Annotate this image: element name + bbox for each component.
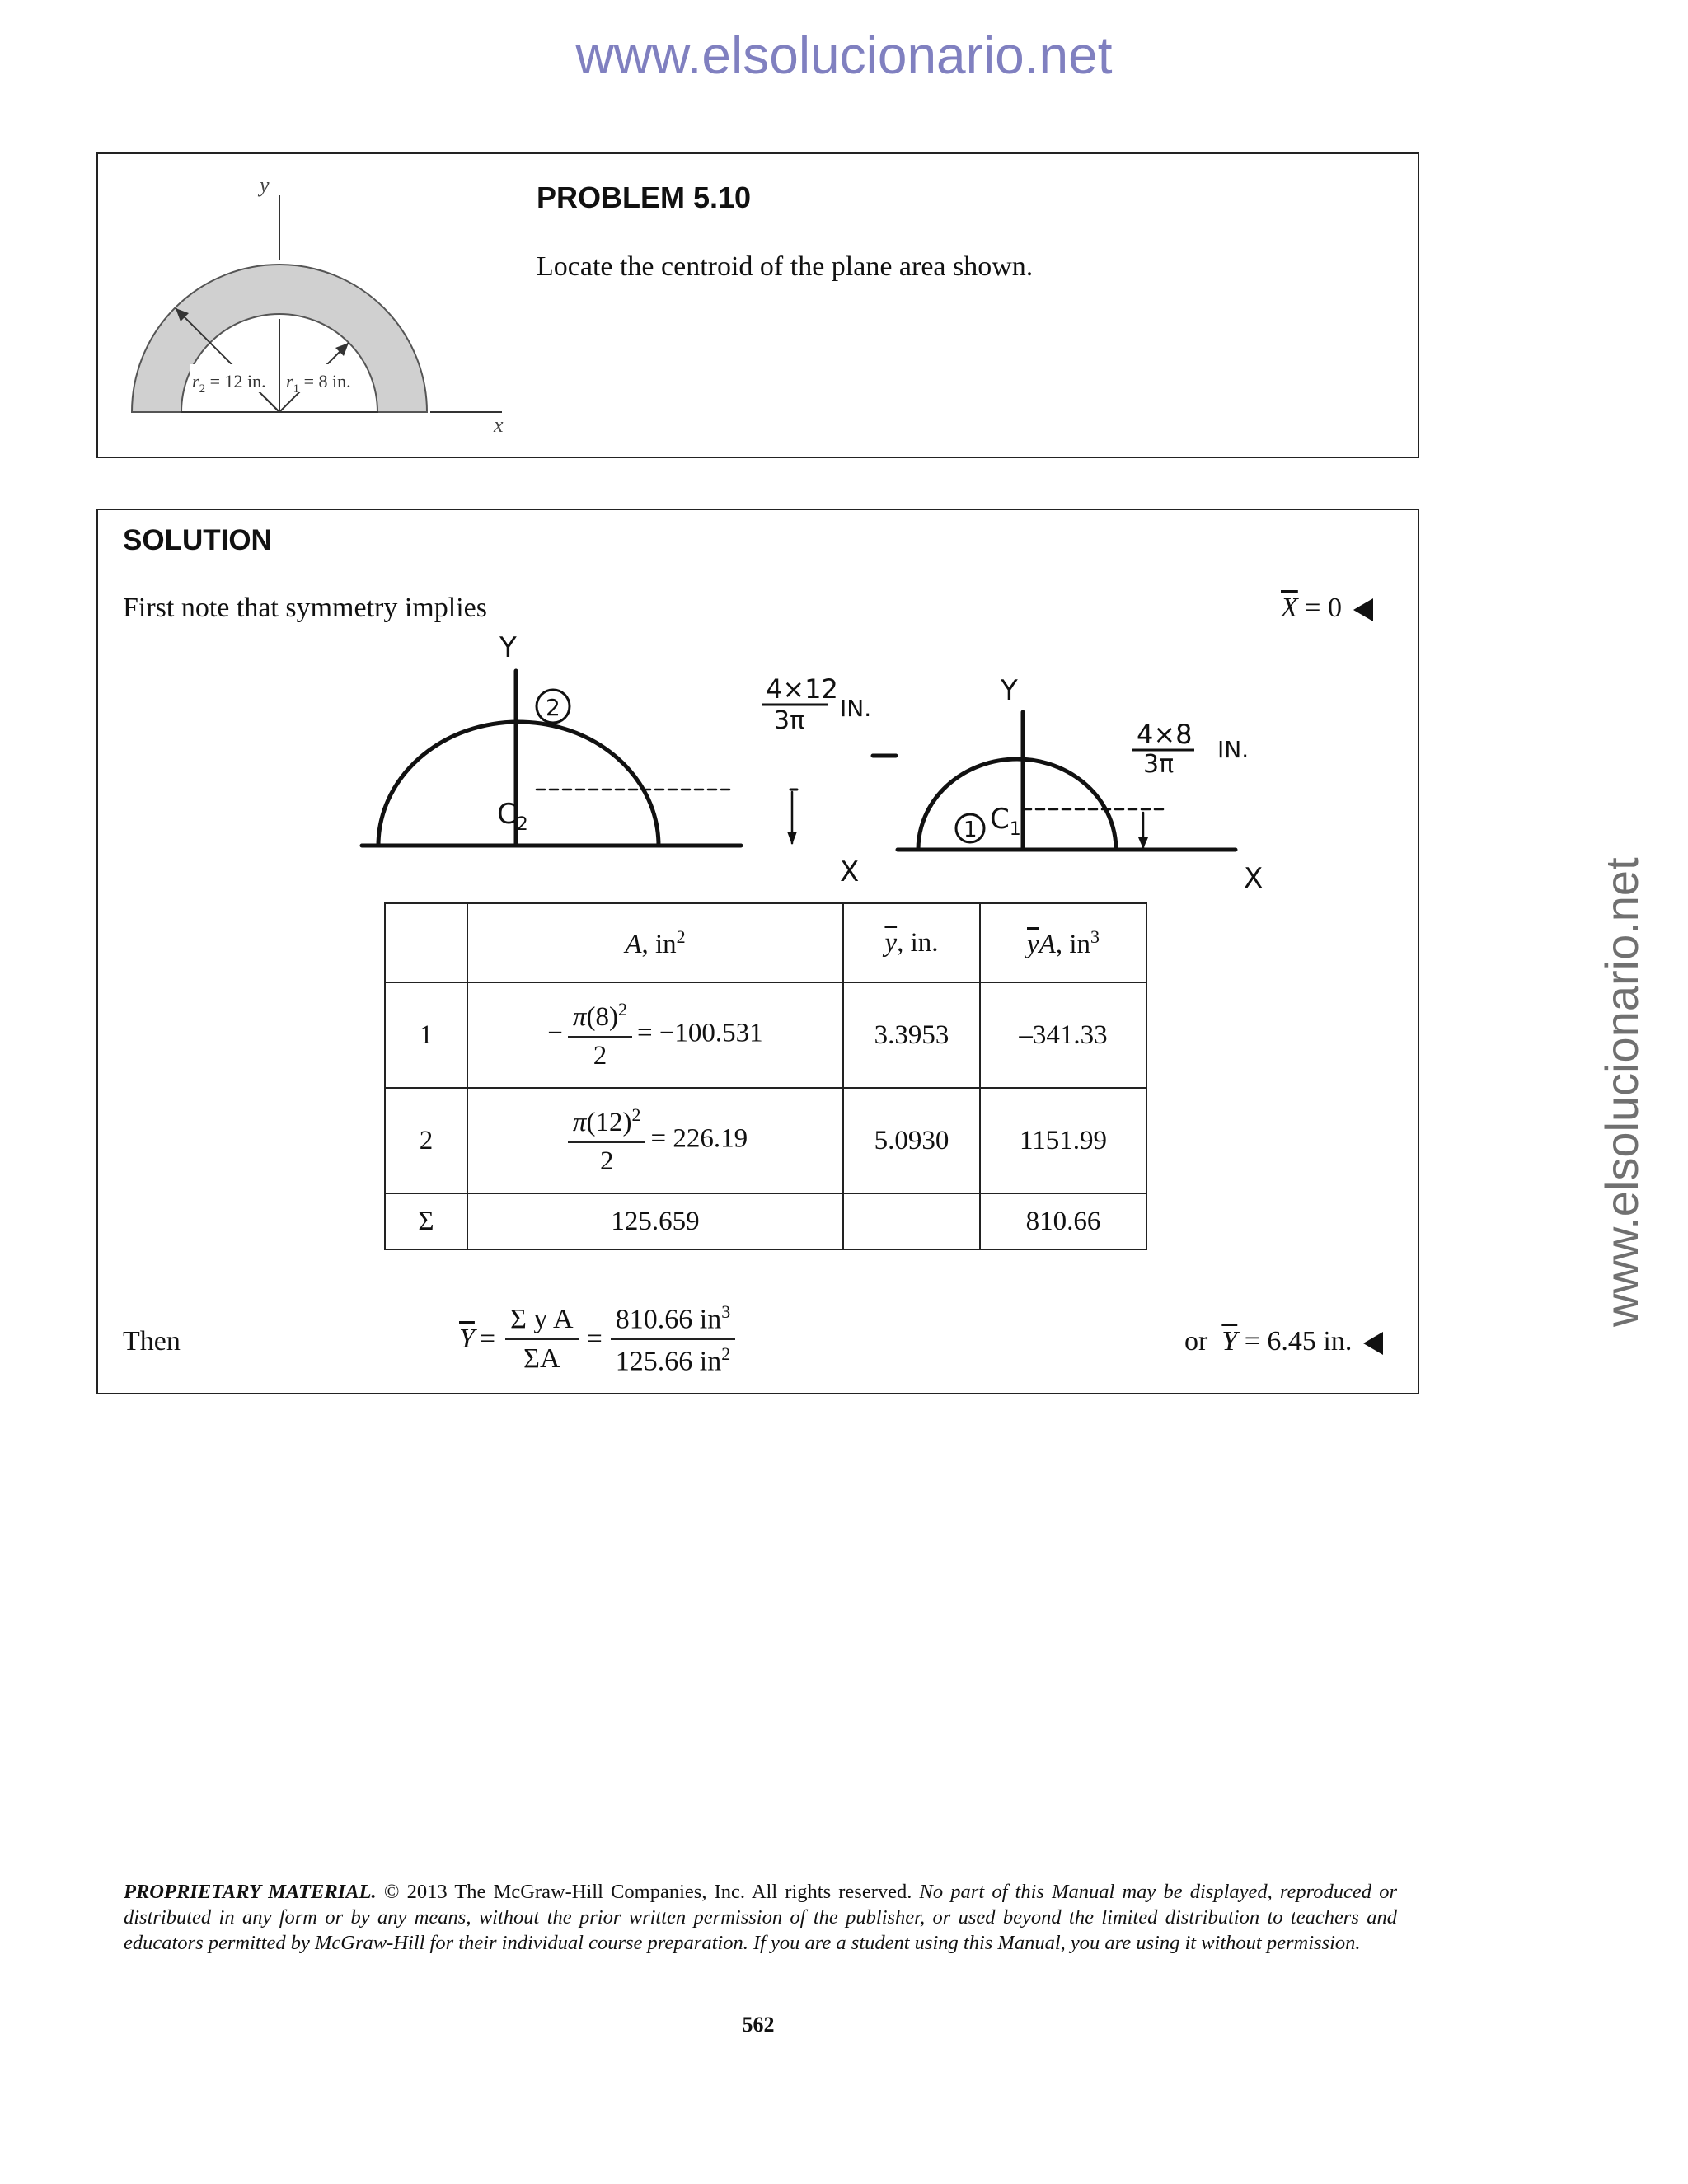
problem-box xyxy=(96,152,1419,458)
then-label: Then xyxy=(123,1326,181,1357)
sketch-left-c: $C_2$ xyxy=(497,798,528,835)
sum-id: Σ xyxy=(385,1193,467,1249)
problem-statement: Locate the centroid of the plane area shown. xyxy=(537,251,1034,282)
watermark-top: www.elsolucionario.net xyxy=(575,26,1113,85)
footer-copyright: PROPRIETARY MATERIAL. © 2013 The McGraw-Hill Companies, Inc. All rights reserved. No part of this Manual may be displayed, reproduced or distributed in any form or by any means, without the prior written permission of the publisher, or used beyond the limited distribution to teachers and educators permitted by McGraw-Hill for their individual course preparation. If you are a student using this Manual, you are using it without permission. xyxy=(124,1881,1398,1954)
sketch-right-den: 3π xyxy=(1143,750,1175,779)
sum-ybar xyxy=(843,1193,980,1249)
sketch-right-num: 4×8 xyxy=(1137,719,1193,750)
sketch-left-x: X xyxy=(840,855,860,888)
final-result: or $\overline{Y} = 6.45$ in. xyxy=(1184,1326,1383,1357)
sketch-right-part: 1 xyxy=(964,818,978,842)
sketch-left-num: 4×12 xyxy=(766,673,838,705)
sketch-left-y: Y xyxy=(499,634,517,664)
solution-box xyxy=(96,509,1419,1394)
header-ybar: $\overline{y}$, in. xyxy=(843,903,980,982)
result-arrow-icon xyxy=(1353,598,1373,621)
fig-y-axis-label: y xyxy=(260,173,270,197)
fig-r1-label: $r_1 = 8$ in. xyxy=(286,371,351,396)
row-ya: –341.33 xyxy=(980,982,1146,1088)
watermark-side: www.elsolucionario.net xyxy=(1596,857,1648,1327)
table-header-row xyxy=(385,903,1146,982)
row-ybar: 3.3953 xyxy=(843,982,980,1088)
sketch-right-c: $C_1$ xyxy=(990,803,1021,840)
row-area: − $\frac{\pi(8)^2}{2}$ = −100.531 xyxy=(467,982,843,1088)
row-id: 1 xyxy=(385,982,467,1088)
page-number: 562 xyxy=(742,2013,775,2036)
centroid-formula: $\overline{Y}$ = $\frac{\text{Σ y A}}{\Sigma A}$ = $\frac{810.66 in^3}{125.66 in^2}$ xyxy=(459,1301,740,1378)
symmetry-text: First note that symmetry implies xyxy=(123,593,487,623)
x-result: $\overline{X} = 0$ xyxy=(1281,593,1373,624)
table-row xyxy=(385,1088,1146,1193)
row-id: 2 xyxy=(385,1088,467,1193)
row-ya: 1151.99 xyxy=(980,1088,1146,1193)
sketch-right-y: Y xyxy=(1001,674,1018,707)
table-row xyxy=(385,982,1146,1088)
sum-ya: 810.66 xyxy=(980,1193,1146,1249)
sketch-left-unit: IN. xyxy=(840,695,872,722)
fig-r2-label: $r_2 = 12$ in. xyxy=(192,371,266,396)
sketch-right-unit: IN. xyxy=(1217,736,1250,763)
sketch-left-part: 2 xyxy=(546,694,560,721)
calc-table xyxy=(384,902,1147,1250)
solution-sketch xyxy=(345,634,1318,906)
row-area: $\frac{\pi(12)^2}{2}$ = 226.19 xyxy=(467,1088,843,1193)
sum-area: 125.659 xyxy=(467,1193,843,1249)
result-arrow-icon xyxy=(1363,1332,1383,1355)
header-id xyxy=(385,903,467,982)
sketch-right-x: X xyxy=(1244,862,1264,895)
problem-figure xyxy=(98,154,593,458)
row-ybar: 5.0930 xyxy=(843,1088,980,1193)
problem-title: PROBLEM 5.10 xyxy=(537,180,752,214)
header-ya: $\overline{y}A$, $in^3$ xyxy=(980,903,1146,982)
sketch-left-den: 3π xyxy=(774,706,805,735)
solution-heading: SOLUTION xyxy=(123,524,272,556)
table-sum-row xyxy=(385,1193,1146,1249)
fig-x-axis-label: x xyxy=(494,413,504,437)
header-area: A, $in^2$ xyxy=(467,903,843,982)
